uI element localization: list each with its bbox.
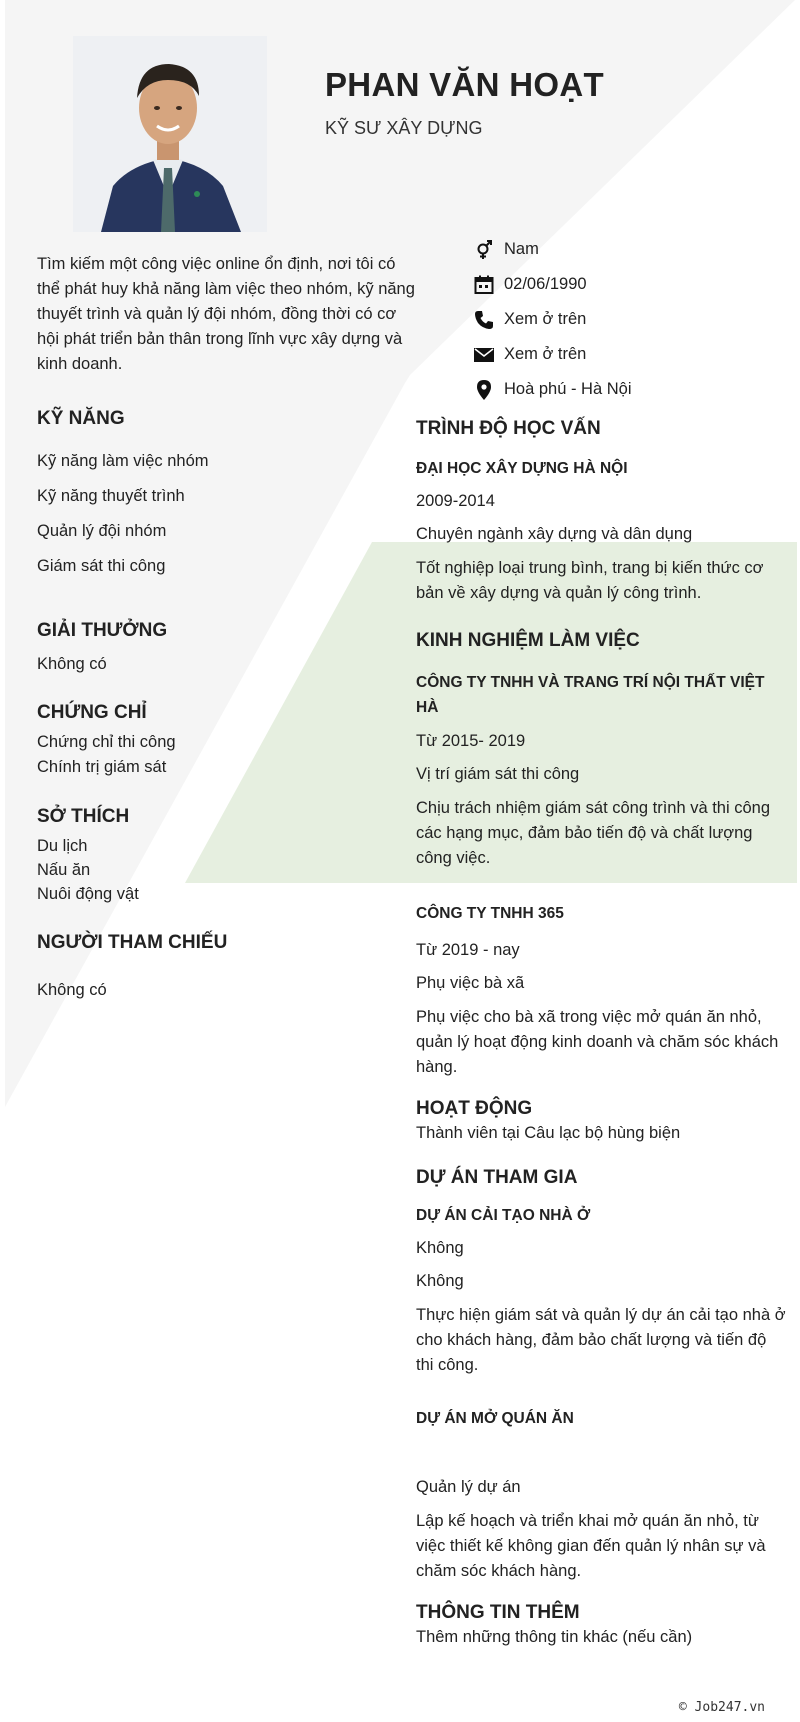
hobby-item: Nuôi động vật bbox=[37, 885, 139, 903]
project-detail bbox=[416, 1442, 786, 1461]
education-description: Tốt nghiệp loại trung bình, trang bị kiến thức cơ bản về xây dựng và quản lý công trình. bbox=[416, 559, 764, 602]
awards-list bbox=[37, 650, 377, 678]
references-list bbox=[37, 978, 377, 1002]
job-description: Chịu trách nhiệm giám sát công trình và thi công các hạng mục, đảm bảo tiến độ và chất lượng công việc. bbox=[416, 799, 771, 867]
project-description: Lập kế hoạch và triển khai mở quán ăn nhỏ, từ việc thiết kế không gian đến quản lý nhân sự và chăm sóc khách hàng. bbox=[416, 1512, 766, 1580]
birthday-text: 02/06/1990 bbox=[504, 275, 587, 293]
location-icon bbox=[472, 378, 496, 402]
skills-title: KỸ NĂNG bbox=[37, 408, 125, 429]
job-period: Từ 2015- 2019 bbox=[416, 732, 526, 750]
reference-item: Không có bbox=[37, 981, 107, 999]
job-description: Phụ việc cho bà xã trong việc mở quán ăn nhỏ, quản lý hoạt động kinh doanh và chăm sóc khách hàng. bbox=[416, 1008, 779, 1076]
certificate-item: Chứng chỉ thi công bbox=[37, 733, 176, 751]
award-item: Không có bbox=[37, 655, 107, 673]
contact-birthday bbox=[472, 267, 631, 302]
project-detail: Quản lý dự án bbox=[416, 1478, 521, 1496]
job-position: Phụ việc bà xã bbox=[416, 974, 525, 992]
email-text: Xem ở trên bbox=[504, 345, 587, 363]
skill-item: Giám sát thi công bbox=[37, 557, 166, 575]
contact-gender bbox=[472, 232, 631, 267]
footer-copyright: © Job247.vn bbox=[678, 1700, 765, 1715]
gender-icon bbox=[472, 238, 496, 262]
phone-icon bbox=[472, 308, 496, 332]
calendar-icon bbox=[472, 273, 496, 297]
hobby-item: Du lịch bbox=[37, 837, 88, 855]
experience-title: KINH NGHIỆM LÀM VIỆC bbox=[416, 630, 640, 651]
phone-text: Xem ở trên bbox=[504, 310, 587, 328]
projects-title: DỰ ÁN THAM GIA bbox=[416, 1167, 578, 1188]
job-company: CÔNG TY TNHH 365 bbox=[416, 905, 564, 922]
job-period: Từ 2019 - nay bbox=[416, 941, 520, 959]
hobby-item: Nấu ăn bbox=[37, 861, 91, 879]
activities-text: Thành viên tại Câu lạc bộ hùng biện bbox=[416, 1124, 681, 1142]
email-icon bbox=[472, 343, 496, 367]
references-title: NGƯỜI THAM CHIẾU bbox=[37, 932, 228, 953]
skill-item: Quản lý đội nhóm bbox=[37, 522, 167, 540]
left-column bbox=[37, 408, 377, 1002]
candidate-name: PHAN VĂN HOẠT bbox=[325, 66, 604, 103]
education-period: 2009-2014 bbox=[416, 492, 495, 510]
education-major: Chuyên ngành xây dựng và dân dụng bbox=[416, 525, 693, 543]
education-title: TRÌNH ĐỘ HỌC VẤN bbox=[416, 418, 601, 439]
career-objective: Tìm kiếm một công việc online ổn định, nơi tôi có thể phát huy khả năng làm việc theo nhóm, kỹ năng thuyết trình và quản lý đội nhóm, đồng thời có cơ hội phát triển bản thân trong lĩnh vực xây dựng và kinh doanh. bbox=[37, 255, 415, 373]
additional-text: Thêm những thông tin khác (nếu cần) bbox=[416, 1628, 693, 1646]
school-name: ĐẠI HỌC XÂY DỰNG HÀ NỘI bbox=[416, 460, 628, 477]
skill-item: Kỹ năng thuyết trình bbox=[37, 487, 185, 505]
additional-title: THÔNG TIN THÊM bbox=[416, 1602, 580, 1623]
skill-item: Kỹ năng làm việc nhóm bbox=[37, 452, 209, 470]
gender-text: Nam bbox=[504, 240, 539, 258]
hobbies-list bbox=[37, 834, 377, 906]
activities-title: HOẠT ĐỘNG bbox=[416, 1098, 533, 1119]
job-company: CÔNG TY TNHH VÀ TRANG TRÍ NỘI THẤT VIỆT HÀ bbox=[416, 674, 765, 716]
skills-list bbox=[37, 444, 377, 584]
hobbies-title: SỞ THÍCH bbox=[37, 806, 130, 827]
project-detail: Không bbox=[416, 1239, 464, 1257]
contact-phone bbox=[472, 302, 631, 337]
project-description: Thực hiện giám sát và quản lý dự án cải tạo nhà ở cho khách hàng, đảm bảo chất lượng và tiến độ thi công. bbox=[416, 1306, 786, 1374]
profile-photo bbox=[73, 36, 267, 232]
contact-info bbox=[472, 232, 631, 407]
contact-address bbox=[472, 372, 631, 407]
certificates-title: CHỨNG CHỈ bbox=[37, 702, 147, 723]
contact-email bbox=[472, 337, 631, 372]
address-text: Hoà phú - Hà Nội bbox=[504, 380, 632, 398]
certificates-list bbox=[37, 730, 377, 780]
right-column bbox=[416, 418, 786, 1647]
project-name: DỰ ÁN CẢI TẠO NHÀ Ở bbox=[416, 1207, 591, 1224]
certificate-item: Chính trị giám sát bbox=[37, 758, 167, 776]
job-title: KỸ SƯ XÂY DỰNG bbox=[325, 118, 483, 138]
project-detail: Không bbox=[416, 1272, 464, 1290]
job-position: Vị trí giám sát thi công bbox=[416, 765, 580, 783]
project-name: DỰ ÁN MỞ QUÁN ĂN bbox=[416, 1410, 574, 1427]
awards-title: GIẢI THƯỞNG bbox=[37, 620, 168, 641]
